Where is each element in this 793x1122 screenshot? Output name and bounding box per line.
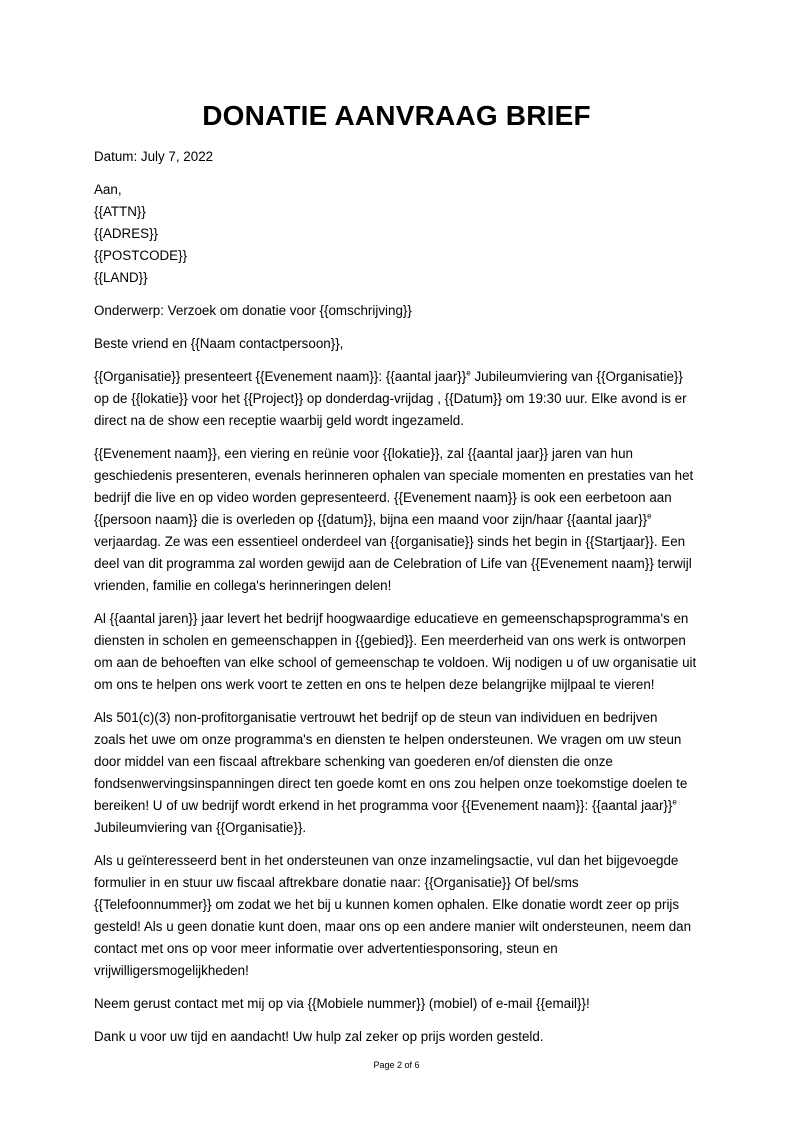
address-line: {{ADRES}} [94,226,159,241]
paragraph-line [94,531,704,553]
paragraph-line [94,465,704,487]
paragraph-organization-history [94,608,704,696]
paragraph-line [94,553,704,575]
paragraph-donation-instructions [94,850,704,982]
paragraph-line [94,751,704,773]
ordinal-superscript: e [466,368,471,378]
thanks-text: Dank u voor uw tijd en aandacht! Uw hulp zal zeker op prijs worden gesteld. [94,1029,544,1044]
line-text: fondsenwervingsinspanningen direct ten goede komt en ons zou helpen onze toekomstige doelen te [94,776,688,791]
thanks-paragraph [94,1026,704,1048]
line-text: verjaardag. Ze was een essentieel onderdeel van {{organisatie}} sinds het begin in {{Startjaar}}. Een [94,534,686,549]
address-block [94,179,704,289]
paragraph-line [94,608,704,630]
paragraph-line [94,773,704,795]
line-text: vrijwilligersmogelijkheden! [94,963,249,978]
ordinal-superscript: e [672,797,677,807]
paragraph-line [94,707,704,729]
paragraph-line [94,410,704,432]
paragraph-line [94,938,704,960]
page-footer: Page 2 of 6 [373,1060,420,1070]
paragraph-line [94,652,704,674]
address-line: {{POSTCODE}} [94,248,188,263]
line-text: vrienden, familie en collega's herinneringen delen! [94,578,392,593]
line-text: contact met ons op voor meer informatie over advertentiesponsoring, steun en [94,941,558,956]
line-text: bereiken! U of uw bedrijf wordt erkend in het programma voor {{Evenement naam}}: {{aantal jaar}} [94,798,673,813]
paragraph-line [94,388,704,410]
paragraph-line [94,960,704,982]
line-text: bedrijf die live en op video worden gepresenteerd. {{Evenement naam}} is ook een eerbetoon aan [94,490,672,505]
paragraph-line [94,509,704,531]
paragraph-donation-request [94,707,704,839]
letter-body [94,146,704,1059]
paragraph-line [94,872,704,894]
paragraph-line [94,850,704,872]
line-text: direct na de show een receptie waarbij geld wordt ingezameld. [94,413,464,428]
document-title: DONATIE AANVRAAG BRIEF [202,100,591,131]
paragraph-line [94,729,704,751]
ordinal-superscript: e [647,511,652,521]
paragraph-line [94,916,704,938]
line-text: om aan de behoeften van elke school of gemeenschap te voldoen. Wij nodigen u of uw organisatie uit [94,655,697,670]
paragraph-line [94,674,704,696]
line-text: geschiedenis presenteren, evenals herinneren ophalen van speciale momenten en prestaties van het [94,468,694,483]
line-text: formulier in en stuur uw fiscaal aftrekbare donatie naar: {{Organisatie}} Of bel/sms [94,875,579,890]
line-text: diensten in scholen en gemeenschappen in {{gebied}}. Een meerderheid van ons werk is ontworpen [94,633,686,648]
paragraph-line [94,487,704,509]
line-text: deel van dit programma zal worden gewijd aan de Celebration of Life van {{Evenement naam}} terwijl [94,556,692,571]
line-text: {{persoon naam}} die is overleden op {{datum}}, bijna een maand voor zijn/haar {{aantal jaar}} [94,512,648,527]
line-text: gesteld! Als u geen donatie kunt doen, maar ons op een andere manier wilt ondersteunen, neem dan [94,919,692,934]
address-line: Aan, [94,182,122,197]
paragraph-line [94,575,704,597]
paragraph-line [94,443,704,465]
line-text: {{Telefoonnummer}} om zodat we het bij u kunnen komen ophalen. Elke donatie wordt zeer op prijs [94,897,680,912]
paragraph-event-description [94,443,704,597]
line-text: Als u geïnteresseerd bent in het ondersteunen van onze inzamelingsactie, vul dan het bijgevoegde [94,853,679,868]
date-line [94,146,704,168]
line-text: Jubileumviering van {{Organisatie}}. [94,820,307,835]
paragraph-line [94,817,704,839]
address-line: {{LAND}} [94,270,148,285]
salutation [94,333,704,355]
contact-text: Neem gerust contact met mij op via {{Mobiele nummer}} (mobiel) of e-mail {{email}}! [94,996,590,1011]
salutation-text: Beste vriend en {{Naam contactpersoon}}, [94,336,344,351]
paragraph-line [94,795,704,817]
line-text: om ons te helpen ons werk voort te zetten en ons te helpen deze belangrijke mijlpaal te vieren! [94,677,655,692]
subject-text: Onderwerp: Verzoek om donatie voor {{omschrijving}} [94,303,412,318]
line-text: op de {{lokatie}} voor het {{Project}} op donderdag-vrijdag , {{Datum}} om 19:30 uur. Elke avond is er [94,391,687,406]
line-text: {{Organisatie}} presenteert {{Evenement naam}}: {{aantal jaar}} [94,369,467,384]
subject-line [94,300,704,322]
contact-paragraph [94,993,704,1015]
line-text: Jubileumviering van {{Organisatie}} [470,369,683,384]
line-text: zoals het uwe om onze programma's en diensten te helpen ondersteunen. We vragen om uw steun [94,732,682,747]
line-text: door middel van een fiscaal aftrekbare schenking van goederen en/of diensten die onze [94,754,613,769]
date-text: Datum: July 7, 2022 [94,149,214,164]
address-line: {{ATTN}} [94,204,146,219]
line-text: Al {{aantal jaren}} jaar levert het bedrijf hoogwaardige educatieve en gemeenschapsprogramma's en [94,611,689,626]
line-text: {{Evenement naam}}, een viering en reünie voor {{lokatie}}, zal {{aantal jaar}} jaren van hun [94,446,634,461]
line-text: Als 501(c)(3) non-profitorganisatie vertrouwt het bedrijf op de steun van individuen en bedrijven [94,710,658,725]
paragraph-line [94,366,704,388]
paragraph-line [94,630,704,652]
paragraph-line [94,894,704,916]
paragraph-announcement [94,366,704,432]
